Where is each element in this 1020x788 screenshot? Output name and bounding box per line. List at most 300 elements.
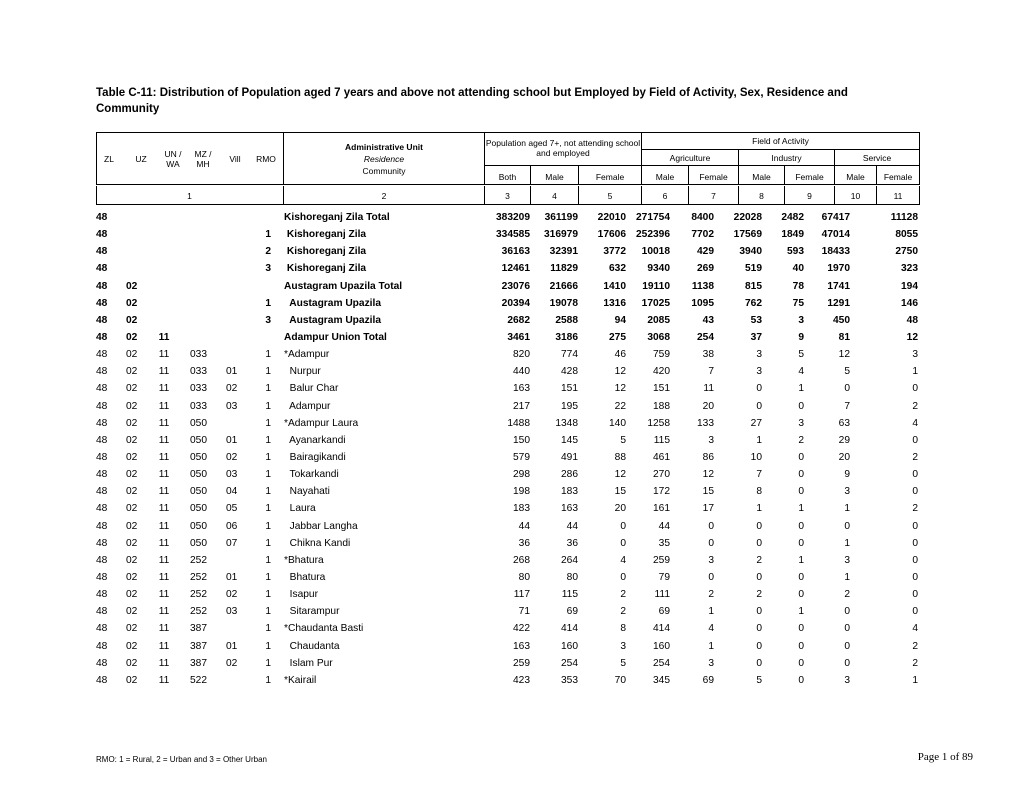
table-row — [96, 398, 920, 415]
zl-cell: 48 — [96, 657, 108, 669]
value-cell: 35 — [658, 537, 670, 549]
value-cell: 1741 — [827, 280, 850, 292]
value-cell: 0 — [912, 571, 918, 583]
column-number: 5 — [607, 191, 613, 201]
value-cell: 145 — [561, 434, 578, 446]
un-wa-cell: 11 — [158, 554, 170, 566]
value-cell: 19078 — [549, 297, 578, 309]
value-cell: 115 — [561, 589, 578, 601]
table-row — [96, 329, 920, 346]
value-cell: 414 — [561, 623, 578, 635]
value-cell: 46 — [614, 349, 626, 361]
header-residence: Residence — [363, 154, 405, 164]
admin-unit-name: Laura — [284, 503, 316, 515]
rmo-cell: 1 — [265, 571, 271, 583]
admin-unit-name: *Kairail — [284, 674, 317, 686]
vill-cell: 06 — [226, 520, 238, 532]
zl-cell: 48 — [96, 400, 108, 412]
table-row — [96, 466, 920, 483]
value-cell: 53 — [750, 314, 762, 326]
rmo-cell: 3 — [265, 263, 271, 275]
value-cell: 0 — [798, 469, 804, 481]
value-cell: 22010 — [597, 212, 626, 223]
value-cell: 270 — [653, 469, 670, 481]
un-wa-cell: 11 — [158, 520, 170, 532]
value-cell: 2 — [912, 657, 918, 669]
un-wa-cell: 11 — [158, 486, 170, 498]
value-cell: 0 — [912, 520, 918, 532]
value-cell: 48 — [906, 314, 918, 326]
table-header — [96, 132, 920, 185]
value-cell: 15 — [614, 486, 626, 498]
value-cell: 0 — [798, 571, 804, 583]
mz-mh-cell: 033 — [190, 349, 207, 361]
value-cell: 0 — [844, 640, 850, 652]
value-cell: 3186 — [555, 331, 578, 343]
value-cell: 334585 — [496, 229, 530, 241]
value-cell: 0 — [912, 383, 918, 395]
uz-cell: 02 — [126, 571, 138, 583]
value-cell: 1 — [798, 606, 804, 618]
value-cell: 0 — [756, 520, 762, 532]
mz-mh-cell: 050 — [190, 417, 207, 429]
value-cell: 429 — [697, 246, 714, 258]
un-wa-cell: 11 — [158, 383, 170, 395]
value-cell: 150 — [513, 434, 530, 446]
value-cell: 3940 — [739, 246, 762, 258]
zl-cell: 48 — [96, 434, 108, 446]
zl-cell: 48 — [96, 623, 108, 635]
zl-cell: 48 — [96, 280, 108, 292]
column-number: 7 — [711, 191, 716, 201]
value-cell: 5 — [844, 366, 850, 378]
value-cell: 78 — [792, 280, 804, 292]
value-cell: 18433 — [821, 246, 850, 258]
table-row — [96, 586, 920, 603]
value-cell: 86 — [702, 451, 714, 463]
zl-cell: 48 — [96, 212, 108, 223]
value-cell: 20 — [614, 503, 626, 515]
uz-cell: 02 — [126, 349, 138, 361]
rmo-cell: 1 — [265, 674, 271, 686]
value-cell: 3 — [844, 554, 850, 566]
column-number: 10 — [850, 191, 861, 201]
rmo-cell: 1 — [265, 451, 271, 463]
value-cell: 81 — [838, 331, 850, 343]
value-cell: 0 — [798, 486, 804, 498]
value-cell: 69 — [658, 606, 670, 618]
admin-unit-name: *Adampur — [284, 349, 330, 361]
value-cell: 0 — [912, 434, 918, 446]
value-cell: 3 — [844, 486, 850, 498]
value-cell: 3 — [912, 349, 918, 361]
value-cell: 0 — [844, 657, 850, 669]
value-cell: 47014 — [821, 229, 850, 241]
column-number-row — [96, 186, 920, 205]
value-cell: 0 — [912, 486, 918, 498]
value-cell: 36 — [518, 537, 530, 549]
value-cell: 2682 — [507, 314, 530, 326]
value-cell: 0 — [708, 520, 714, 532]
value-cell: 9 — [798, 331, 804, 343]
admin-unit-name: Kishoreganj Zila Total — [284, 212, 390, 223]
table-row — [96, 226, 920, 243]
uz-cell: 02 — [126, 623, 138, 635]
admin-unit-name: Ayanarkandi — [284, 434, 346, 446]
value-cell: 3461 — [507, 331, 530, 343]
uz-cell: 02 — [126, 297, 138, 309]
header-agriculture: Agriculture — [669, 153, 711, 163]
rmo-cell: 1 — [265, 554, 271, 566]
value-cell: 0 — [708, 571, 714, 583]
value-cell: 254 — [697, 331, 714, 343]
value-cell: 29 — [838, 434, 850, 446]
table-row — [96, 312, 920, 329]
mz-mh-cell: 050 — [190, 451, 207, 463]
value-cell: 1 — [844, 537, 850, 549]
value-cell: 4 — [798, 366, 804, 378]
value-cell: 160 — [561, 640, 578, 652]
value-cell: 0 — [756, 606, 762, 618]
value-cell: 146 — [901, 297, 918, 309]
value-cell: 71 — [518, 606, 530, 618]
value-cell: 1 — [756, 434, 762, 446]
mz-mh-cell: 387 — [190, 640, 207, 652]
value-cell: 3068 — [647, 331, 670, 343]
value-cell: 275 — [609, 331, 626, 343]
admin-unit-name: Tokarkandi — [284, 469, 339, 481]
value-cell: 428 — [561, 366, 578, 378]
header-both: Both — [498, 172, 517, 182]
mz-mh-cell: 252 — [190, 571, 207, 583]
rmo-footnote: RMO: 1 = Rural, 2 = Urban and 3 = Other Urban — [96, 755, 267, 764]
un-wa-cell: 11 — [158, 537, 170, 549]
value-cell: 8 — [620, 623, 626, 635]
value-cell: 37 — [750, 331, 762, 343]
value-cell: 10 — [750, 451, 762, 463]
value-cell: 2750 — [895, 246, 918, 258]
value-cell: 579 — [513, 451, 530, 463]
zl-cell: 48 — [96, 451, 108, 463]
value-cell: 12 — [838, 349, 850, 361]
value-cell: 70 — [614, 674, 626, 686]
value-cell: 11 — [703, 383, 714, 395]
value-cell: 286 — [561, 469, 578, 481]
value-cell: 2 — [620, 606, 626, 618]
admin-unit-name: Balur Char — [284, 383, 339, 395]
mz-mh-cell: 050 — [190, 469, 207, 481]
value-cell: 422 — [513, 623, 530, 635]
rmo-cell: 1 — [265, 366, 271, 378]
admin-unit-name: Kishoreganj Zila — [284, 263, 367, 275]
zl-cell: 48 — [96, 674, 108, 686]
value-cell: 271754 — [636, 212, 670, 223]
value-cell: 345 — [653, 674, 670, 686]
admin-unit-name: *Chaudanta Basti — [284, 623, 364, 635]
value-cell: 0 — [912, 554, 918, 566]
zl-cell: 48 — [96, 297, 108, 309]
value-cell: 2588 — [555, 314, 578, 326]
value-cell: 17 — [702, 503, 714, 515]
rmo-cell: 1 — [265, 503, 271, 515]
zl-cell: 48 — [96, 606, 108, 618]
admin-unit-name: *Bhatura — [284, 554, 324, 566]
header-agri-male: Male — [655, 172, 675, 182]
value-cell: 259 — [653, 554, 670, 566]
value-cell: 183 — [561, 486, 578, 498]
value-cell: 44 — [658, 520, 670, 532]
mz-mh-cell: 252 — [190, 589, 207, 601]
value-cell: 1 — [798, 503, 804, 515]
value-cell: 4 — [708, 623, 714, 635]
value-cell: 0 — [620, 537, 626, 549]
value-cell: 32391 — [549, 246, 578, 258]
value-cell: 519 — [745, 263, 762, 275]
un-wa-cell: 11 — [158, 503, 170, 515]
value-cell: 4 — [620, 554, 626, 566]
value-cell: 133 — [697, 417, 714, 429]
column-number: 4 — [552, 191, 557, 201]
value-cell: 36163 — [501, 246, 530, 258]
rmo-cell: 1 — [265, 469, 271, 481]
value-cell: 0 — [844, 520, 850, 532]
zl-cell: 48 — [96, 417, 108, 429]
admin-unit-name: Austagram Upazila — [284, 297, 381, 309]
value-cell: 94 — [614, 314, 626, 326]
table-row — [96, 569, 920, 586]
value-cell: 269 — [697, 263, 714, 275]
vill-cell: 03 — [226, 606, 238, 618]
value-cell: 79 — [658, 571, 670, 583]
value-cell: 163 — [513, 640, 530, 652]
uz-cell: 02 — [126, 520, 138, 532]
vill-cell: 02 — [226, 657, 238, 669]
table-row — [96, 620, 920, 637]
value-cell: 17606 — [597, 229, 626, 241]
value-cell: 2 — [620, 589, 626, 601]
value-cell: 15 — [702, 486, 714, 498]
value-cell: 414 — [653, 623, 670, 635]
value-cell: 3 — [798, 417, 804, 429]
value-cell: 759 — [653, 349, 670, 361]
value-cell: 1488 — [507, 417, 530, 429]
value-cell: 3 — [708, 554, 714, 566]
zl-cell: 48 — [96, 554, 108, 566]
rmo-cell: 1 — [265, 417, 271, 429]
value-cell: 23076 — [501, 280, 530, 292]
un-wa-cell: 11 — [158, 589, 170, 601]
vill-cell: 01 — [226, 366, 238, 378]
table-body — [96, 209, 920, 689]
value-cell: 69 — [566, 606, 578, 618]
uz-cell: 02 — [126, 331, 138, 343]
value-cell: 3 — [844, 674, 850, 686]
mz-mh-cell: 050 — [190, 520, 207, 532]
rmo-cell: 2 — [265, 246, 271, 258]
zl-cell: 48 — [96, 486, 108, 498]
rmo-cell: 1 — [265, 486, 271, 498]
value-cell: 20394 — [501, 297, 530, 309]
value-cell: 3 — [708, 434, 714, 446]
value-cell: 8 — [756, 486, 762, 498]
value-cell: 160 — [653, 640, 670, 652]
uz-cell: 02 — [126, 554, 138, 566]
value-cell: 8055 — [895, 229, 918, 241]
page-number: Page 1 of 89 — [917, 751, 973, 763]
value-cell: 0 — [798, 623, 804, 635]
value-cell: 20 — [702, 400, 714, 412]
header-industry: Industry — [771, 153, 802, 163]
mz-mh-cell: 252 — [190, 554, 207, 566]
value-cell: 172 — [653, 486, 670, 498]
value-cell: 1 — [844, 503, 850, 515]
value-cell: 20 — [838, 451, 850, 463]
value-cell: 0 — [912, 537, 918, 549]
value-cell: 461 — [653, 451, 670, 463]
value-cell: 254 — [653, 657, 670, 669]
table-row — [96, 655, 920, 672]
header-un-wa: UN / WA — [164, 149, 182, 169]
value-cell: 0 — [798, 674, 804, 686]
value-cell: 0 — [798, 400, 804, 412]
value-cell: 44 — [518, 520, 530, 532]
value-cell: 7702 — [691, 229, 714, 241]
zl-cell: 48 — [96, 383, 108, 395]
value-cell: 7 — [844, 400, 850, 412]
value-cell: 423 — [513, 674, 530, 686]
rmo-cell: 1 — [265, 606, 271, 618]
zl-cell: 48 — [96, 263, 108, 275]
mz-mh-cell: 387 — [190, 657, 207, 669]
value-cell: 75 — [792, 297, 804, 309]
value-cell: 7 — [708, 366, 714, 378]
value-cell: 3 — [756, 366, 762, 378]
value-cell: 2 — [912, 640, 918, 652]
admin-unit-name: *Adampur Laura — [284, 417, 359, 429]
un-wa-cell: 11 — [158, 674, 170, 686]
table-row — [96, 346, 920, 363]
vill-cell: 07 — [226, 537, 238, 549]
value-cell: 1095 — [691, 297, 714, 309]
header-field-of-activity: Field of Activity — [752, 136, 809, 146]
value-cell: 0 — [798, 657, 804, 669]
value-cell: 0 — [912, 606, 918, 618]
value-cell: 3 — [798, 314, 804, 326]
value-cell: 12 — [614, 383, 626, 395]
header-service: Service — [862, 153, 892, 163]
value-cell: 1 — [912, 674, 918, 686]
value-cell: 1849 — [781, 229, 804, 241]
value-cell: 1 — [844, 571, 850, 583]
value-cell: 1410 — [603, 280, 626, 292]
value-cell: 22 — [614, 400, 626, 412]
table-row — [96, 518, 920, 535]
admin-unit-name: Adampur Union Total — [284, 331, 387, 343]
uz-cell: 02 — [126, 606, 138, 618]
table-row — [96, 535, 920, 552]
mz-mh-cell: 033 — [190, 383, 207, 395]
un-wa-cell: 11 — [158, 349, 170, 361]
value-cell: 3 — [708, 657, 714, 669]
value-cell: 774 — [561, 349, 578, 361]
value-cell: 2 — [912, 451, 918, 463]
header-uz: UZ — [135, 154, 147, 164]
value-cell: 0 — [756, 657, 762, 669]
admin-unit-name: Jabbar Langha — [284, 520, 358, 532]
column-number: 2 — [381, 191, 387, 201]
table-row — [96, 552, 920, 569]
value-cell: 420 — [653, 366, 670, 378]
admin-unit-name: Islam Pur — [284, 657, 333, 669]
value-cell: 323 — [901, 263, 918, 275]
zl-cell: 48 — [96, 520, 108, 532]
un-wa-cell: 11 — [158, 417, 170, 429]
uz-cell: 02 — [126, 469, 138, 481]
value-cell: 163 — [561, 503, 578, 515]
value-cell: 22028 — [733, 212, 762, 223]
uz-cell: 02 — [126, 503, 138, 515]
header-ind-female: Female — [795, 172, 824, 182]
value-cell: 298 — [513, 469, 530, 481]
value-cell: 2 — [756, 589, 762, 601]
value-cell: 0 — [798, 451, 804, 463]
value-cell: 44 — [566, 520, 578, 532]
value-cell: 1 — [756, 503, 762, 515]
value-cell: 593 — [787, 246, 804, 258]
value-cell: 2 — [912, 400, 918, 412]
admin-unit-name: Chikna Kandi — [284, 537, 351, 549]
rmo-cell: 3 — [265, 314, 271, 326]
zl-cell: 48 — [96, 331, 108, 343]
value-cell: 161 — [653, 503, 670, 515]
uz-cell: 02 — [126, 314, 138, 326]
vill-cell: 03 — [226, 469, 238, 481]
value-cell: 3 — [620, 640, 626, 652]
column-number: 8 — [759, 191, 764, 201]
value-cell: 1 — [912, 366, 918, 378]
value-cell: 0 — [912, 589, 918, 601]
value-cell: 9 — [844, 469, 850, 481]
uz-cell: 02 — [126, 640, 138, 652]
value-cell: 8400 — [691, 212, 714, 223]
value-cell: 1 — [708, 640, 714, 652]
value-cell: 12461 — [501, 263, 530, 275]
value-cell: 38 — [702, 349, 714, 361]
vill-cell: 03 — [226, 400, 238, 412]
uz-cell: 02 — [126, 451, 138, 463]
zl-cell: 48 — [96, 366, 108, 378]
value-cell: 19110 — [642, 280, 670, 292]
table-row — [96, 380, 920, 397]
value-cell: 111 — [654, 589, 670, 601]
value-cell: 0 — [844, 623, 850, 635]
value-cell: 2 — [798, 434, 804, 446]
header-community: Community — [362, 166, 406, 176]
value-cell: 17569 — [733, 229, 762, 241]
admin-unit-name: Isapur — [284, 589, 318, 601]
uz-cell: 02 — [126, 400, 138, 412]
zl-cell: 48 — [96, 571, 108, 583]
value-cell: 361199 — [544, 212, 578, 223]
value-cell: 67417 — [821, 212, 850, 223]
value-cell: 491 — [561, 451, 578, 463]
value-cell: 1 — [708, 606, 714, 618]
value-cell: 12 — [906, 331, 918, 343]
table-row — [96, 295, 920, 312]
value-cell: 188 — [653, 400, 670, 412]
value-cell: 0 — [620, 520, 626, 532]
value-cell: 1348 — [555, 417, 578, 429]
